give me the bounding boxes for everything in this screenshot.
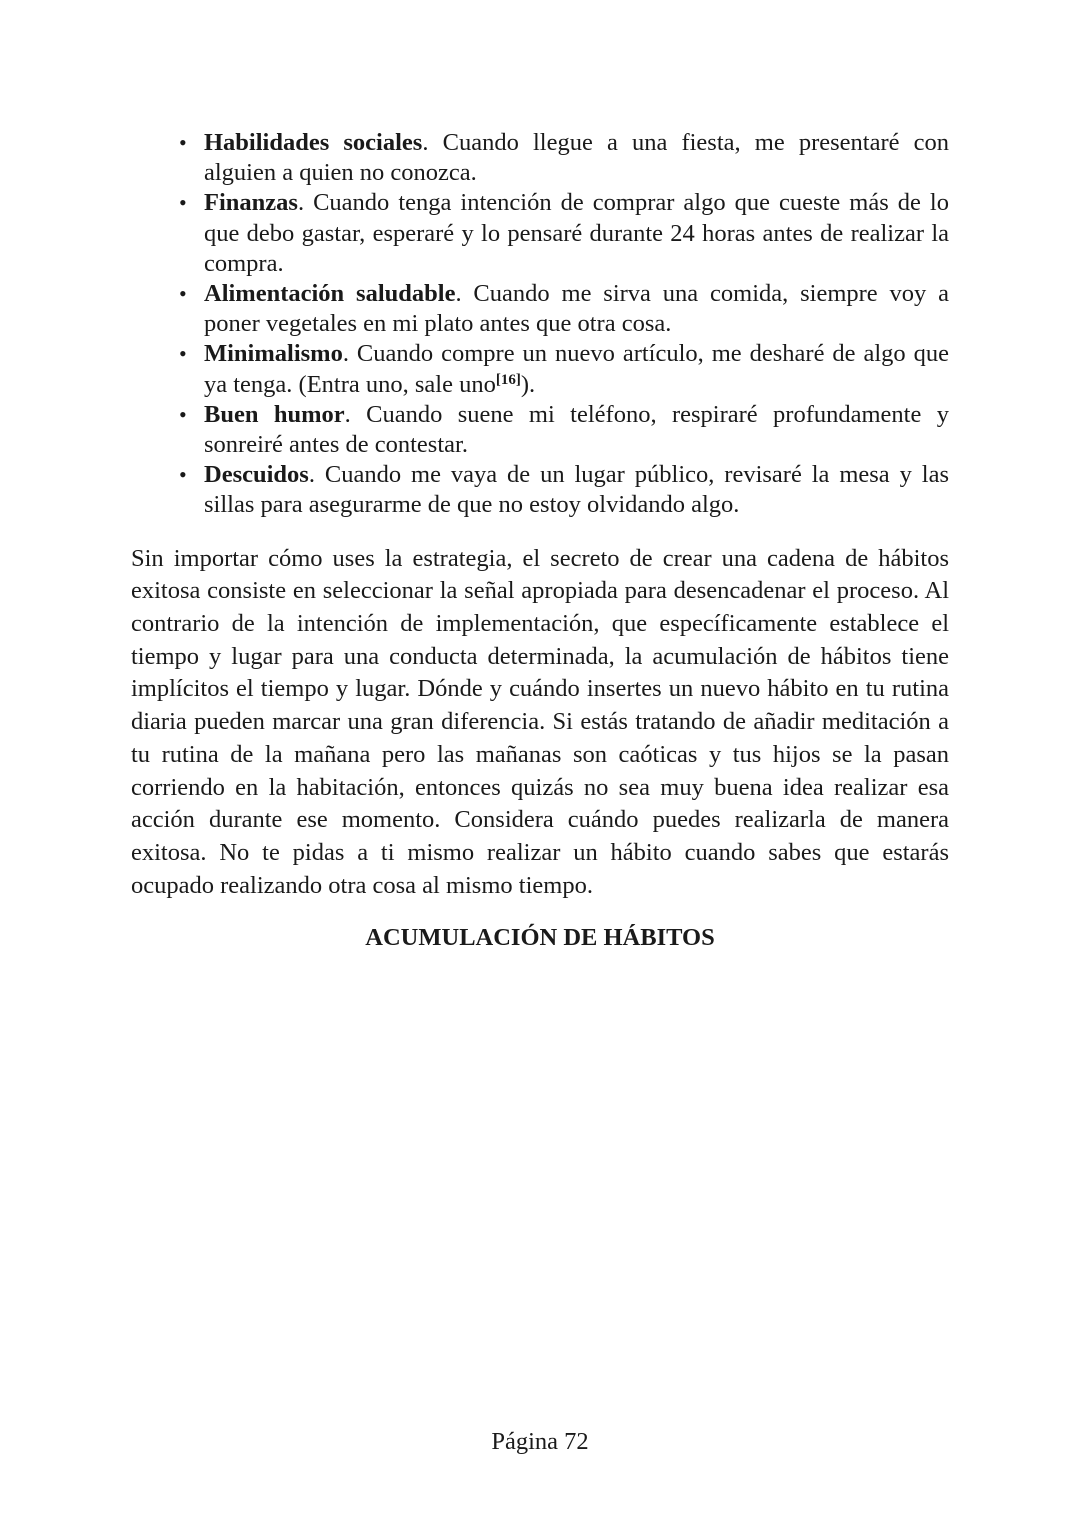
- page-content: [131, 128, 949, 954]
- list-item-term: Minimalismo: [204, 340, 343, 368]
- list-item-text-after: ).: [520, 370, 536, 398]
- list-item-term: Buen humor: [204, 400, 345, 428]
- list-item-text: . Cuando me sirva una comida, siempre voy a poner vegetales en mi plato antes que otra cosa.: [204, 280, 950, 338]
- list-item-term: Alimentación saludable: [204, 280, 456, 308]
- list-item: [131, 460, 949, 520]
- bullet-icon: •: [179, 130, 187, 155]
- bullet-icon: •: [179, 401, 187, 427]
- list-item-term: Descuidos: [204, 461, 309, 489]
- bullet-icon: •: [179, 190, 187, 216]
- bullet-icon: •: [179, 462, 187, 488]
- body-paragraph: Sin importar cómo uses la estrategia, el secreto de crear una cadena de hábitos exitosa consiste en seleccionar la señal apropiada para desencadenar el proceso. Al contrario de la intención de implementación, que específicamente establece el tiempo y lugar para una conducta determinada, la acumulación de hábitos tiene implícitos el tiempo y lugar. Dónde y cuándo insertes un nuevo hábito en tu rutina diaria pueden marcar una gran diferencia. Si estás tratando de añadir meditación a tu rutina de la mañana pero las mañanas son caóticas y tus hijos se la pasan corriendo en la habitación, entonces quizás no sea muy buena idea realizar esa acción durante ese momento. Considera cuándo puedes realizarla de manera exitosa. No te pidas a ti mismo realizar un hábito cuando sabes que estarás ocupado realizando otra cosa al mismo tiempo.: [131, 544, 949, 899]
- bullet-icon: •: [179, 341, 187, 367]
- list-item-text: . Cuando tenga intención de comprar algo que cueste más de lo que debo gastar, esperaré y lo pensaré durante 24 horas antes de realizar la compra.: [204, 189, 949, 277]
- list-item-text: . Cuando compre un nuevo artículo, me desharé de algo que ya tenga. (Entra uno, sale uno: [204, 340, 949, 398]
- footnote-reference[interactable]: [16]: [495, 371, 521, 388]
- list-item: [131, 128, 949, 188]
- list-item: [131, 188, 949, 279]
- list-item: [131, 339, 949, 399]
- list-item: [131, 279, 949, 339]
- list-item-term: Finanzas: [204, 189, 298, 217]
- list-item-text: . Cuando me vaya de un lugar público, revisaré la mesa y las sillas para asegurarme de que no estoy olvidando algo.: [204, 461, 949, 519]
- list-item-text: . Cuando llegue a una fiesta, me presentaré con alguien a quien no conozca.: [204, 129, 950, 187]
- list-item-text: . Cuando suene mi teléfono, respiraré profundamente y sonreiré antes de contestar.: [204, 400, 949, 459]
- bullet-icon: •: [179, 281, 187, 307]
- page-number: Página 72: [491, 1428, 589, 1455]
- habit-list: [131, 128, 949, 521]
- list-item: [131, 400, 949, 460]
- list-item-term: Habilidades sociales: [204, 129, 423, 156]
- section-heading: ACUMULACIÓN DE HÁBITOS: [365, 924, 715, 952]
